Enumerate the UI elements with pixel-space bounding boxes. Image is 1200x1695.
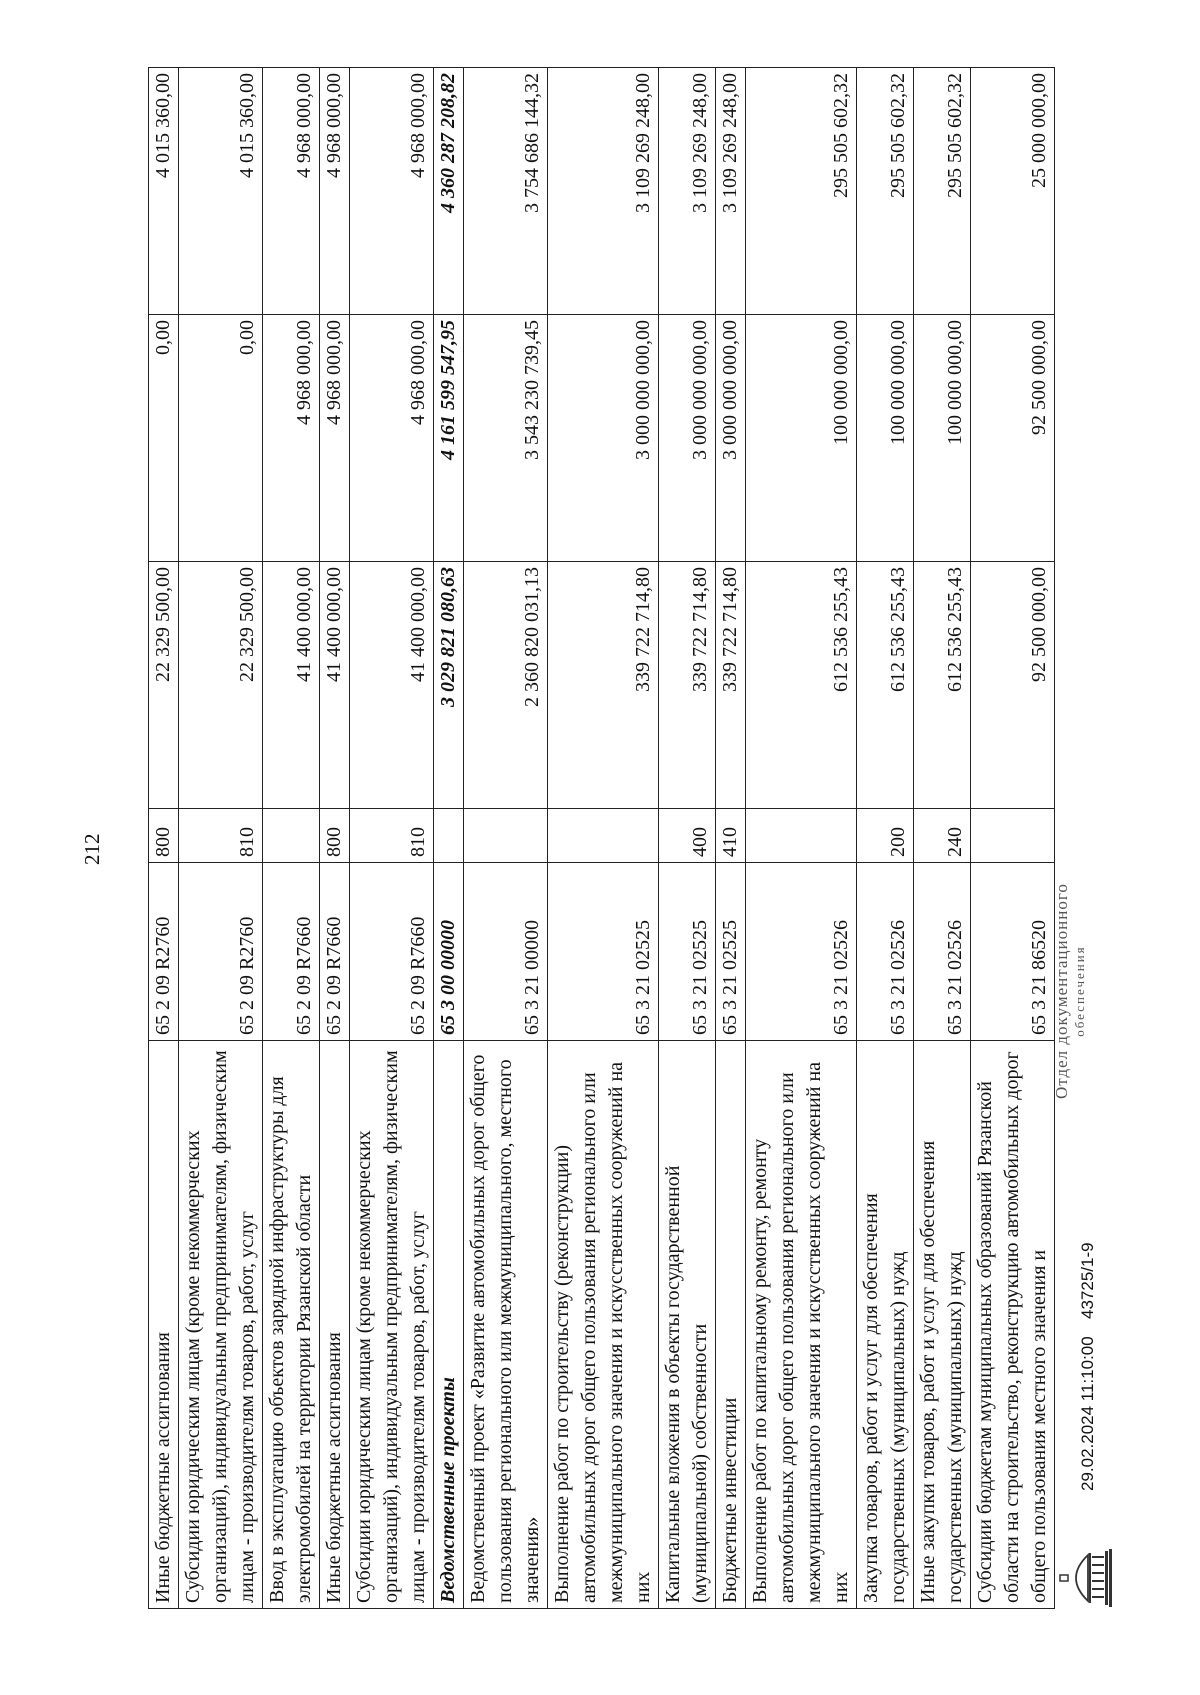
row-value-1-cell: 2 360 820 031,13 bbox=[464, 562, 548, 809]
row-name-cell: Закупка товаров, работ и услуг для обеспечения государственных (муниципальных) нужд bbox=[857, 1041, 914, 1609]
row-csr-cell: 65 3 21 00000 bbox=[464, 863, 548, 1041]
row-name-cell: Иные бюджетные ассигнования bbox=[320, 1041, 350, 1609]
row-value-3-cell: 3 109 269 248,00 bbox=[716, 68, 746, 315]
table-row bbox=[548, 68, 659, 1609]
row-value-2-cell: 4 968 000,00 bbox=[263, 315, 320, 562]
row-value-3-cell: 4 015 360,00 bbox=[179, 68, 263, 315]
table-row bbox=[716, 68, 746, 1609]
row-csr-cell: 65 2 09 R2760 bbox=[179, 863, 263, 1041]
row-value-2-cell: 0,00 bbox=[149, 315, 179, 562]
row-csr-cell: 65 3 21 02526 bbox=[914, 863, 971, 1041]
stamp-line-1: Отдел документационного bbox=[1052, 883, 1071, 1099]
row-vr-cell bbox=[263, 809, 320, 863]
row-name-cell: Субсидии юридическим лицам (кроме некоммерческих организаций), индивидуальным предпринимателям, физическим лицам - производителям товаров, работ, услуг bbox=[350, 1041, 434, 1609]
row-csr-cell: 65 2 09 R2760 bbox=[149, 863, 179, 1041]
row-value-1-cell: 41 400 000,00 bbox=[320, 562, 350, 809]
row-value-3-cell: 4 968 000,00 bbox=[320, 68, 350, 315]
table-row bbox=[659, 68, 716, 1609]
row-value-2-cell: 3 000 000 000,00 bbox=[548, 315, 659, 562]
table-row bbox=[179, 68, 263, 1609]
row-csr-cell: 65 2 09 R7660 bbox=[350, 863, 434, 1041]
budget-table bbox=[148, 67, 1055, 1609]
row-vr-cell bbox=[464, 809, 548, 863]
row-name-cell: Субсидии бюджетам муниципальных образований Рязанской области на строительство, реконструкцию автомобильных дорог общего пользования местного значения и bbox=[971, 1041, 1055, 1609]
row-value-1-cell: 41 400 000,00 bbox=[350, 562, 434, 809]
row-value-3-cell: 295 505 602,32 bbox=[914, 68, 971, 315]
row-csr-cell: 65 3 00 00000 bbox=[434, 863, 464, 1041]
row-value-1-cell: 92 500 000,00 bbox=[971, 562, 1055, 809]
row-vr-cell: 800 bbox=[320, 809, 350, 863]
row-csr-cell: 65 3 21 02525 bbox=[659, 863, 716, 1041]
row-name-cell: Ввод в эксплуатацию объектов зарядной инфраструктуры для электромобилей на территории Рязанской области bbox=[263, 1041, 320, 1609]
row-name-cell: Субсидии юридическим лицам (кроме некоммерческих организаций), индивидуальным предпринимателям, физическим лицам - производителям товаров, работ, услуг bbox=[179, 1041, 263, 1609]
row-csr-cell: 65 3 21 02526 bbox=[857, 863, 914, 1041]
row-value-2-cell: 100 000 000,00 bbox=[746, 315, 857, 562]
row-value-3-cell: 3 109 269 248,00 bbox=[659, 68, 716, 315]
row-value-2-cell: 0,00 bbox=[179, 315, 263, 562]
row-vr-cell: 200 bbox=[857, 809, 914, 863]
row-vr-cell bbox=[971, 809, 1055, 863]
row-value-1-cell: 3 029 821 080,63 bbox=[434, 562, 464, 809]
row-value-1-cell: 339 722 714,80 bbox=[548, 562, 659, 809]
row-value-2-cell: 4 161 599 547,95 bbox=[434, 315, 464, 562]
row-name-cell: Выполнение работ по строительству (реконструкции) автомобильных дорог общего пользования регионального или межмуниципального значения и искусственных сооружений на них bbox=[548, 1041, 659, 1609]
row-name-cell: Ведомственные проекты bbox=[434, 1041, 464, 1609]
footer-doc-number: 43725/1-9 bbox=[1078, 1242, 1097, 1319]
row-vr-cell: 810 bbox=[350, 809, 434, 863]
row-value-1-cell: 612 536 255,43 bbox=[914, 562, 971, 809]
page-number: 212 bbox=[80, 833, 104, 865]
row-vr-cell: 400 bbox=[659, 809, 716, 863]
row-value-2-cell: 92 500 000,00 bbox=[971, 315, 1055, 562]
table-row bbox=[971, 68, 1055, 1609]
row-value-3-cell: 4 968 000,00 bbox=[263, 68, 320, 315]
row-value-1-cell: 612 536 255,43 bbox=[857, 562, 914, 809]
row-value-1-cell: 339 722 714,80 bbox=[716, 562, 746, 809]
table-row bbox=[914, 68, 971, 1609]
row-name-cell: Бюджетные инвестиции bbox=[716, 1041, 746, 1609]
page-footer bbox=[1052, 69, 1132, 1609]
row-value-3-cell: 295 505 602,32 bbox=[746, 68, 857, 315]
row-value-3-cell: 295 505 602,32 bbox=[857, 68, 914, 315]
department-stamp bbox=[1052, 883, 1088, 1099]
row-value-1-cell: 22 329 500,00 bbox=[179, 562, 263, 809]
row-name-cell: Иные бюджетные ассигнования bbox=[149, 1041, 179, 1609]
row-name-cell: Выполнение работ по капитальному ремонту, ремонту автомобильных дорог общего пользования регионального или межмуниципального значения и искусственных сооружений на них bbox=[746, 1041, 857, 1609]
stamp-line-2: обеспечения bbox=[1072, 945, 1087, 1037]
table-row bbox=[464, 68, 548, 1609]
footer-date: 29.02.2024 11:10:00 bbox=[1078, 1336, 1097, 1491]
row-vr-cell bbox=[434, 809, 464, 863]
row-value-2-cell: 100 000 000,00 bbox=[857, 315, 914, 562]
row-csr-cell: 65 3 21 02525 bbox=[548, 863, 659, 1041]
table-row bbox=[434, 68, 464, 1609]
row-csr-cell: 65 2 09 R7660 bbox=[320, 863, 350, 1041]
row-vr-cell bbox=[746, 809, 857, 863]
row-value-3-cell: 3 109 269 248,00 bbox=[548, 68, 659, 315]
row-value-1-cell: 41 400 000,00 bbox=[263, 562, 320, 809]
table-row bbox=[263, 68, 320, 1609]
table-row bbox=[149, 68, 179, 1609]
row-value-2-cell: 4 968 000,00 bbox=[320, 315, 350, 562]
row-value-3-cell: 25 000 000,00 bbox=[971, 68, 1055, 315]
row-value-3-cell: 4 015 360,00 bbox=[149, 68, 179, 315]
row-vr-cell: 410 bbox=[716, 809, 746, 863]
row-name-cell: Капитальные вложения в объекты государственной (муниципальной) собственности bbox=[659, 1041, 716, 1609]
row-csr-cell: 65 3 21 86520 bbox=[971, 863, 1055, 1041]
row-value-2-cell: 3 543 230 739,45 bbox=[464, 315, 548, 562]
table-row bbox=[746, 68, 857, 1609]
row-value-2-cell: 3 000 000 000,00 bbox=[716, 315, 746, 562]
row-value-3-cell: 3 754 686 144,32 bbox=[464, 68, 548, 315]
row-value-3-cell: 4 968 000,00 bbox=[350, 68, 434, 315]
row-vr-cell: 810 bbox=[179, 809, 263, 863]
row-name-cell: Ведомственный проект «Развитие автомобильных дорог общего пользования регионального или межмуниципального, местного значения» bbox=[464, 1041, 548, 1609]
row-csr-cell: 65 3 21 02525 bbox=[716, 863, 746, 1041]
row-value-1-cell: 612 536 255,43 bbox=[746, 562, 857, 809]
row-value-1-cell: 22 329 500,00 bbox=[149, 562, 179, 809]
row-value-2-cell: 3 000 000 000,00 bbox=[659, 315, 716, 562]
row-csr-cell: 65 3 21 02526 bbox=[746, 863, 857, 1041]
row-value-2-cell: 100 000 000,00 bbox=[914, 315, 971, 562]
row-value-1-cell: 339 722 714,80 bbox=[659, 562, 716, 809]
row-csr-cell: 65 2 09 R7660 bbox=[263, 863, 320, 1041]
table-row bbox=[350, 68, 434, 1609]
row-value-3-cell: 4 360 287 208,82 bbox=[434, 68, 464, 315]
row-value-2-cell: 4 968 000,00 bbox=[350, 315, 434, 562]
row-name-cell: Иные закупки товаров, работ и услуг для обеспечения государственных (муниципальных) нужд bbox=[914, 1041, 971, 1609]
table-row bbox=[857, 68, 914, 1609]
duma-logo-icon bbox=[1058, 1547, 1114, 1609]
table-row bbox=[320, 68, 350, 1609]
row-vr-cell: 800 bbox=[149, 809, 179, 863]
row-vr-cell bbox=[548, 809, 659, 863]
row-vr-cell: 240 bbox=[914, 809, 971, 863]
